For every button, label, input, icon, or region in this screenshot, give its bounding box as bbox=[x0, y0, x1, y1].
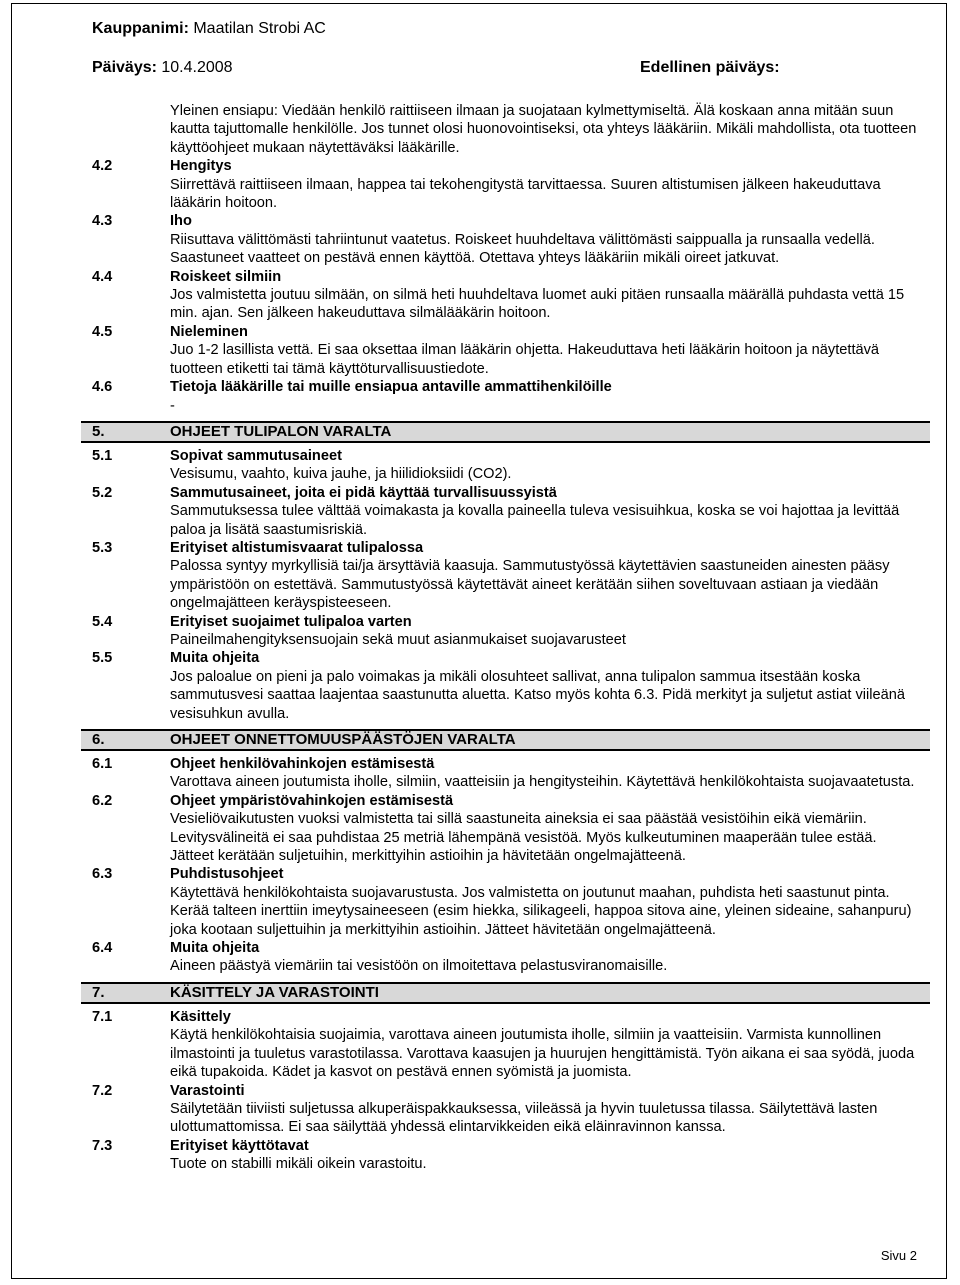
indent-spacer bbox=[92, 884, 170, 939]
section-heading bbox=[81, 729, 930, 751]
subsection-title: Sammutusaineet, joita ei pidä käyttää turvallisuussyistä bbox=[170, 484, 557, 501]
subsection-text-row bbox=[92, 631, 920, 649]
indent-spacer bbox=[92, 957, 170, 975]
section-title: OHJEET TULIPALON VARALTA bbox=[170, 422, 392, 440]
subsection-heading bbox=[92, 157, 920, 175]
subsection-text: Varottava aineen joutumista iholle, silmiin, vaatteisiin ja hengitysteihin. Käytettävä henkilökohtaista suojavaatetusta. bbox=[170, 774, 915, 791]
indent-spacer bbox=[92, 397, 170, 415]
subsection-text: Paineilmahengityksensuojain sekä muut asianmukaiset suojavarusteet bbox=[170, 631, 626, 648]
subsection-heading bbox=[92, 939, 920, 957]
indent-spacer bbox=[92, 668, 170, 723]
subsection-title: Erityiset käyttötavat bbox=[170, 1137, 309, 1154]
intro-paragraph bbox=[92, 102, 920, 157]
subsection-title: Nieleminen bbox=[170, 323, 248, 340]
previous-date-line bbox=[640, 59, 780, 77]
subsection-text: Käytettävä henkilökohtaista suojavarustusta. Jos valmistetta on joutunut maahan, puhdista heti saastunut pinta. Kerää talteen inerttiin imeytysaineeseen (esim hiekka, silikageeli, happoa sitova aine, yleinen sideaine, sahanpuru) joka kootaan suljettuihin ja merkittyihin astioihin. Jätteet hävitetään ongelmajätteenä. bbox=[170, 884, 912, 938]
indent-spacer bbox=[92, 231, 170, 268]
indent-spacer bbox=[92, 631, 170, 649]
subsection-heading bbox=[92, 539, 920, 557]
subsection-text-row bbox=[92, 668, 920, 723]
subsection-heading bbox=[92, 1008, 920, 1026]
subsection-title: Sopivat sammutusaineet bbox=[170, 447, 342, 464]
subsection-text: Siirrettävä raittiiseen ilmaan, happea tai tekohengitystä tarvittaessa. Suuren altistumisen jälkeen hakeuduttava lääkärin hoitoon. bbox=[170, 176, 881, 212]
subsection-number: 5.1 bbox=[92, 447, 113, 464]
subsection-text-row bbox=[92, 884, 920, 939]
subsection-text: Jos paloalue on pieni ja palo voimakas ja mikäli olosuhteet sallivat, anna tulipalon sammua itsestään koska sammutusvesi saattaa laajentaa saastunutta aluetta. Katso myös kohta 6.3. Pidä merkityt ja suljetut astiat viileänä vesisuhkun avulla. bbox=[170, 668, 905, 722]
section-title: OHJEET ONNETTOMUUSPÄÄSTÖJEN VARALTA bbox=[170, 731, 516, 748]
subsection-text: Sammutuksessa tulee välttää voimakasta ja kovalla paineella tuleva vesisuihkua, koska se voi hajottaa ja levittää paloa ja lisätä saastumisriskiä. bbox=[170, 503, 900, 538]
indent-spacer bbox=[92, 341, 170, 378]
subsection-text: Vesisumu, vaahto, kuiva jauhe, ja hiilidioksiidi (CO2). bbox=[170, 466, 512, 483]
subsection-heading bbox=[92, 484, 920, 502]
subsection-title: Iho bbox=[170, 213, 192, 230]
subsection-number: 6.3 bbox=[92, 866, 113, 883]
subsection-number: 4.2 bbox=[92, 158, 113, 175]
subsection-text: Aineen päästyä viemäriin tai vesistöön on ilmoitettava pelastusviranomaisille. bbox=[170, 958, 668, 975]
subsection-number: 6.2 bbox=[92, 792, 113, 809]
subsection-text-row bbox=[92, 176, 920, 213]
subsection-text-row bbox=[92, 397, 920, 415]
intro-text: Yleinen ensiapu: Viedään henkilö raittiiseen ilmaan ja suojataan kylmettymiseltä. Älä koskaan anna mitään suun kautta tajuttomalle henkilölle. Jos tunnet olosi huonovointiseksi, ota yhteys lääkäriin. Mikäli mahdollista, ota tuotteen käyttöohjeet mukaan näytettäväksi lääkärille. bbox=[170, 103, 917, 156]
page-number: Sivu 2 bbox=[880, 1248, 917, 1263]
subsection-title: Muita ohjeita bbox=[170, 940, 260, 957]
date-line bbox=[92, 59, 233, 77]
section-number: 7. bbox=[92, 983, 105, 1001]
subsection-number: 7.3 bbox=[92, 1137, 113, 1154]
indent-spacer bbox=[92, 465, 170, 483]
subsection-heading bbox=[92, 268, 920, 286]
subsection-number: 4.6 bbox=[92, 379, 113, 396]
section-heading bbox=[81, 421, 930, 443]
subsection-heading bbox=[92, 865, 920, 883]
subsection-heading bbox=[92, 792, 920, 810]
subsection-title: Puhdistusohjeet bbox=[170, 866, 284, 883]
subsection-text-row bbox=[92, 1155, 920, 1173]
subsection-text-row bbox=[92, 810, 920, 865]
date-label: Päiväys: bbox=[92, 59, 157, 76]
subsection-heading bbox=[92, 1137, 920, 1155]
subsection-text-row bbox=[92, 957, 920, 975]
section-title: KÄSITTELY JA VARASTOINTI bbox=[170, 983, 379, 1001]
subsection-heading bbox=[92, 649, 920, 667]
subsection-text: Palossa syntyy myrkyllisiä tai/ja ärsyttäviä kaasuja. Sammutustyössä käytettävien saastuneiden ainesten pääsy ympäristöön on estettävä. Sammutustyössä käytettävät aineet kerätään siihen soveltuvaan astiaan ja viedään ongelmajätteen keräyspisteeseen. bbox=[170, 558, 890, 612]
indent-spacer bbox=[92, 1155, 170, 1173]
subsection-text-row bbox=[92, 1100, 920, 1137]
subsection-text: Vesieliövaikutusten vuoksi valmistetta tai sillä saastuneita aineksia ei saa päästää vesistöihin eikä viemäriin. Levitysvälineitä ei saa puhdistaa 25 metriä lähempänä vesistöä. Myös kulkeutuminen maaperään tulee estää. Jätteet kerätään suljetuihin, merkittyihin astioihin ja hävitetään ongelmajätteenä. bbox=[170, 811, 877, 865]
subsection-number: 5.4 bbox=[92, 613, 113, 630]
subsection-title: Roiskeet silmiin bbox=[170, 268, 282, 285]
subsection-number: 6.4 bbox=[92, 940, 113, 957]
subsection-number: 7.2 bbox=[92, 1082, 113, 1099]
section-number: 6. bbox=[92, 731, 105, 748]
subsection-heading bbox=[92, 755, 920, 773]
subsection-title: Erityiset altistumisvaarat tulipalossa bbox=[170, 539, 424, 556]
subsection-text: Säilytetään tiiviisti suljetussa alkuperäispakkauksessa, viileässä ja hyvin tuuletussa tilassa. Säilytettävä lasten ulottumattomissa. Ei saa säilyttää yhdessä elintarvikkeiden eikä eläinravinnon kanssa. bbox=[170, 1100, 878, 1136]
subsection-text-row bbox=[92, 465, 920, 483]
subsection-text-row bbox=[92, 231, 920, 268]
subsection-number: 4.4 bbox=[92, 268, 113, 285]
subsection-heading bbox=[92, 1082, 920, 1100]
subsection-title: Käsittely bbox=[170, 1008, 231, 1025]
indent-spacer bbox=[92, 773, 170, 791]
subsection-text: Tuote on stabilli mikäli oikein varastoitu. bbox=[170, 1156, 427, 1173]
subsection-number: 6.1 bbox=[92, 756, 113, 772]
subsection-title: Ohjeet ympäristövahinkojen estämisestä bbox=[170, 792, 454, 809]
indent-spacer bbox=[92, 176, 170, 213]
subsection-title: Tietoja lääkärille tai muille ensiapua antaville ammattihenkilöille bbox=[170, 379, 612, 396]
subsection-text-row bbox=[92, 773, 920, 791]
subsection-title: Muita ohjeita bbox=[170, 650, 260, 667]
subsection-heading bbox=[92, 323, 920, 341]
subsection-number: 5.5 bbox=[92, 650, 113, 667]
subsection-number: 4.5 bbox=[92, 323, 113, 340]
date-value: 10.4.2008 bbox=[156, 59, 233, 76]
subsection-text-row bbox=[92, 1026, 920, 1081]
section-heading bbox=[81, 982, 930, 1004]
previous-date-label: Edellinen päiväys: bbox=[640, 59, 780, 76]
subsection-text: Käytä henkilökohtaisia suojaimia, varottava aineen joutumista iholle, silmiin ja vaatteisiin. Varmista kunnollinen ilmastointi ja tuuletus varastotilassa. Varottava kaasujen ja huurujen hengittämistä. Työn aikana ei saa syödä, juoda eikä tupakoida. Kädet ja kasvot on pestävä ennen syömistä ja juomista. bbox=[170, 1027, 915, 1081]
indent-spacer bbox=[92, 502, 170, 539]
subsection-heading bbox=[92, 613, 920, 631]
indent-spacer bbox=[92, 286, 170, 323]
subsection-number: 4.3 bbox=[92, 213, 113, 230]
subsection-title: Varastointi bbox=[170, 1082, 245, 1099]
indent-spacer bbox=[92, 1026, 170, 1081]
subsection-number: 7.1 bbox=[92, 1008, 113, 1025]
subsection-text-row bbox=[92, 502, 920, 539]
subsection-title: Ohjeet henkilövahinkojen estämisestä bbox=[170, 756, 435, 772]
subsection-heading bbox=[92, 378, 920, 396]
subsection-number: 5.3 bbox=[92, 539, 113, 556]
subsection-heading bbox=[92, 447, 920, 465]
subsection-text-row bbox=[92, 557, 920, 612]
subsection-text-row bbox=[92, 341, 920, 378]
indent-spacer bbox=[92, 1100, 170, 1137]
subsection-text: Jos valmistetta joutuu silmään, on silmä heti huuhdeltava luomet auki pitäen runsaalla määrällä puhdasta vettä 15 min. ajan. Sen jälkeen hakeuduttava silmälääkärin hoitoon. bbox=[170, 287, 905, 322]
company-label: Kauppanimi: bbox=[92, 20, 189, 37]
subsection-text: Riisuttava välittömästi tahriintunut vaatetus. Roiskeet huuhdeltava välittömästi saippualla ja runsaalla vedellä. Saastuneet vaatteet on pestävä ennen käyttöä. Otettava yhteys lääkäriin mikäli oireet jatkuvat. bbox=[170, 231, 875, 267]
subsection-number: 5.2 bbox=[92, 484, 113, 501]
company-line bbox=[92, 20, 326, 38]
indent-spacer bbox=[92, 557, 170, 612]
subsection-text: Juo 1-2 lasillista vettä. Ei saa oksettaa ilman lääkärin ohjetta. Hakeuduttava heti lääkärin hoitoon ja näytettävä tuotteen etiketti tai tämä käyttöturvallisuustiedote. bbox=[170, 342, 880, 377]
document-body bbox=[92, 102, 920, 1174]
subsection-text: - bbox=[170, 397, 175, 414]
indent-spacer bbox=[92, 810, 170, 865]
subsection-title: Hengitys bbox=[170, 158, 232, 175]
subsection-title: Erityiset suojaimet tulipaloa varten bbox=[170, 613, 412, 630]
company-name: Maatilan Strobi AC bbox=[188, 20, 326, 37]
subsection-text-row bbox=[92, 286, 920, 323]
section-number: 5. bbox=[92, 422, 105, 440]
subsection-heading bbox=[92, 212, 920, 230]
